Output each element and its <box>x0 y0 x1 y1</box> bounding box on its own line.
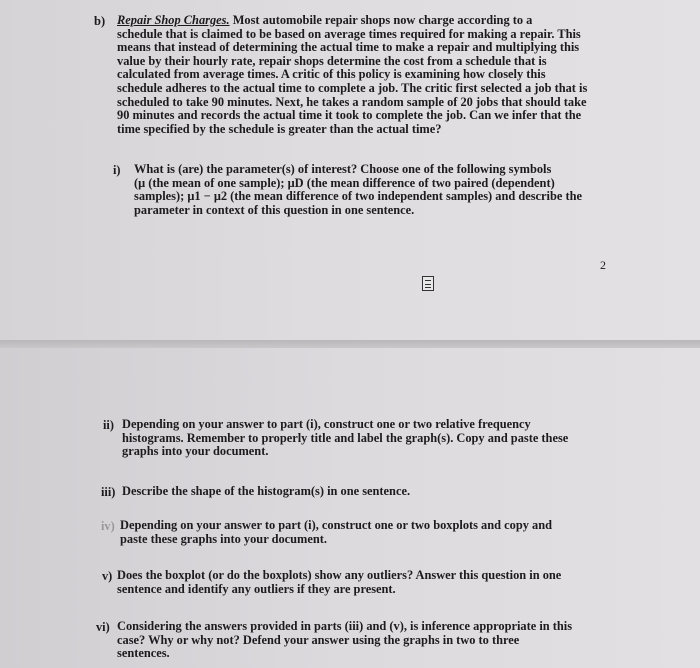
question-b-line-8: 90 minutes and records the actual time it took to complete the job. Can we infer that the <box>117 108 582 123</box>
question-b-line-6: schedule adheres to the actual time to complete a job. The critic first selected a job that is <box>117 80 588 95</box>
part-v-text <box>117 569 612 596</box>
part-vi-text <box>117 620 612 661</box>
part-vi-line-2: case? Why or why not? Defend your answer using the graphs in two to three <box>117 632 520 647</box>
part-i-marker: i) <box>113 163 121 177</box>
part-i-line-3: samples); μ1 − μ2 (the mean difference of two independent samples) and describe the <box>134 189 582 204</box>
part-i-line-2: (μ (the mean of one sample); μD (the mean difference of two paired (dependent) <box>134 175 555 190</box>
question-b-text <box>117 14 617 136</box>
part-iv-marker: iv) <box>101 519 115 533</box>
question-b-line-1: Repair Shop Charges. Most automobile repair shops now charge according to a <box>117 13 533 27</box>
part-i-line-4: parameter in context of this question in one sentence. <box>134 202 415 217</box>
part-iii-marker: iii) <box>101 485 116 499</box>
question-b-line-4: value by their hourly rate, repair shops determine the cost from a schedule that is <box>117 53 547 68</box>
part-iii-line-1: Describe the shape of the histogram(s) in one sentence. <box>122 484 411 498</box>
part-v-line-1: Does the boxplot (or do the boxplots) show any outliers? Answer this question in one <box>117 568 562 582</box>
part-i-text <box>134 163 614 217</box>
part-v-marker: v) <box>102 569 113 583</box>
question-b-line-5: calculated from average times. A critic of this policy is examining how closely this <box>117 67 546 82</box>
part-ii-marker: ii) <box>103 418 114 432</box>
document-icon <box>422 276 434 291</box>
part-vi-line-3: sentences. <box>117 646 170 661</box>
part-ii-line-2: histograms. Remember to properly title and label the graph(s). Copy and paste these <box>122 430 569 445</box>
page-break <box>0 340 700 348</box>
part-v-line-2: sentence and identify any outliers if they are present. <box>117 581 396 596</box>
part-vi-marker: vi) <box>96 620 110 634</box>
part-ii-text <box>122 418 612 459</box>
question-b-line-9: time specified by the schedule is greater than the actual time? <box>117 121 442 136</box>
question-b-marker: b) <box>94 14 106 28</box>
part-iv-text <box>120 519 610 546</box>
page-number: 2 <box>600 258 606 272</box>
part-ii-line-3: graphs into your document. <box>122 444 269 459</box>
part-i-line-1: What is (are) the parameter(s) of interest? Choose one of the following symbols <box>134 162 552 176</box>
part-ii-line-1: Depending on your answer to part (i), construct one or two relative frequency <box>122 417 531 431</box>
part-vi-line-1: Considering the answers provided in parts (iii) and (v), is inference appropriate in this <box>117 619 573 633</box>
part-iii-text <box>122 485 612 499</box>
part-iv-line-1: Depending on your answer to part (i), construct one or two boxplots and copy and <box>120 518 552 532</box>
question-b-line-7: scheduled to take 90 minutes. Next, he takes a random sample of 20 jobs that should take <box>117 94 587 109</box>
question-b-line-2: schedule that is claimed to be based on average times required for making a repair. This <box>117 26 581 41</box>
part-iv-line-2: paste these graphs into your document. <box>120 531 327 546</box>
question-b-line-3: means that instead of determining the actual time to make a repair and multiplying this <box>117 40 580 55</box>
question-b-title: Repair Shop Charges. <box>117 13 230 27</box>
